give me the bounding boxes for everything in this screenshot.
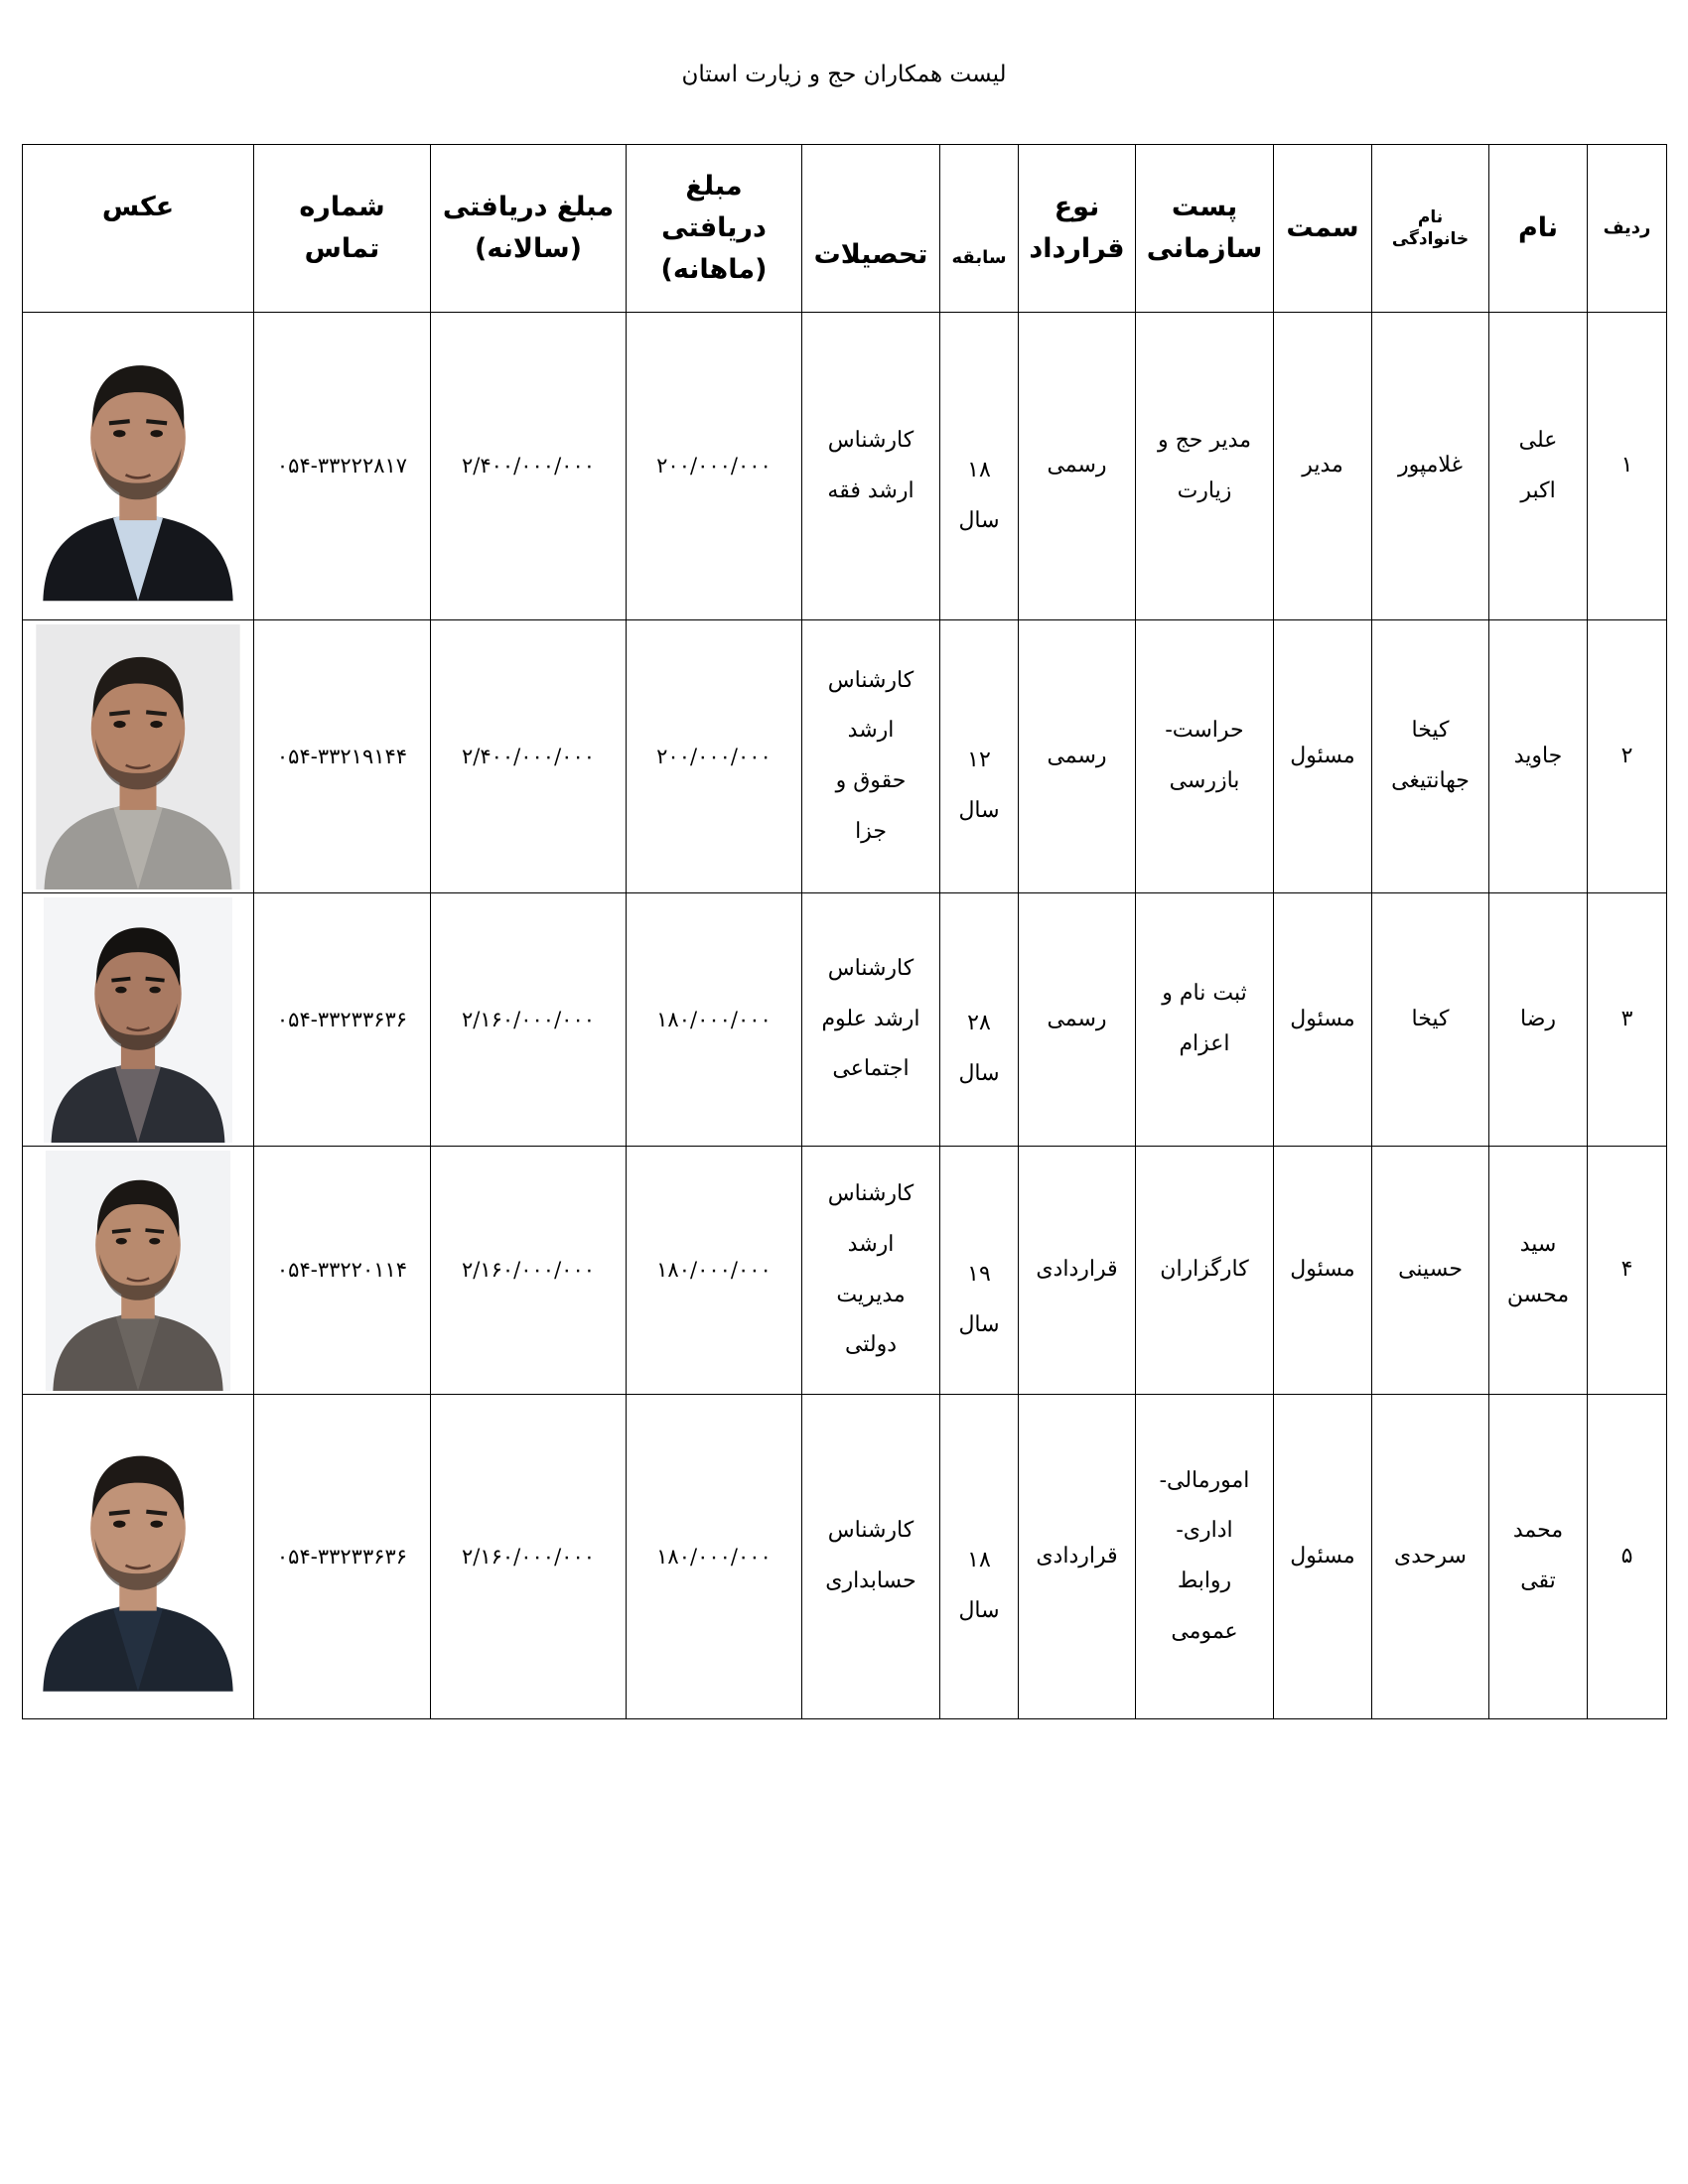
header-education: تحصیلات [802, 145, 940, 313]
left-eye [115, 986, 126, 993]
cell-role: مسئول [1274, 1147, 1372, 1395]
cell-experience: ۱۲ سال [940, 620, 1019, 893]
cell-position: کارگزاران [1136, 1147, 1274, 1395]
cell-education: کارشناس ارشد مدیریت دولتی [802, 1147, 940, 1395]
header-role: سمت [1274, 145, 1372, 313]
cell-first-name: سید محسن [1489, 1147, 1588, 1395]
header-row-no: ردیف [1588, 145, 1667, 313]
cell-phone: ۰۵۴-۳۳۲۱۹۱۴۴ [254, 620, 431, 893]
photo-frame [35, 317, 241, 616]
cell-photo [23, 893, 254, 1147]
cell-row-no: ۲ [1588, 620, 1667, 893]
cell-position: مدیر حج و زیارت [1136, 313, 1274, 620]
portrait-photo [35, 624, 241, 889]
cell-monthly-pay: ۲۰۰/۰۰۰/۰۰۰ [627, 313, 802, 620]
cell-position: حراست- بازرسی [1136, 620, 1274, 893]
cell-monthly-pay: ۱۸۰/۰۰۰/۰۰۰ [627, 893, 802, 1147]
document-title: لیست همکاران حج و زیارت استان [681, 62, 1007, 87]
cell-position: ثبت نام و اعزام [1136, 893, 1274, 1147]
header-first-name: نام [1489, 145, 1588, 313]
table-row [23, 313, 1667, 620]
photo-frame [35, 897, 241, 1143]
cell-row-no: ۱ [1588, 313, 1667, 620]
cell-photo [23, 1147, 254, 1395]
cell-photo [23, 1395, 254, 1719]
photo-frame [35, 1151, 241, 1391]
left-eye [113, 430, 125, 437]
cell-role: مدیر [1274, 313, 1372, 620]
cell-last-name: غلامپور [1372, 313, 1489, 620]
cell-yearly-pay: ۲/۱۶۰/۰۰۰/۰۰۰ [431, 893, 627, 1147]
cell-role: مسئول [1274, 893, 1372, 1147]
cell-experience: ۲۸ سال [940, 893, 1019, 1147]
cell-last-name: کیخا جهانتیغی [1372, 620, 1489, 893]
left-eye [113, 721, 125, 728]
portrait-photo [35, 1399, 241, 1715]
cell-last-name: حسینی [1372, 1147, 1489, 1395]
cell-yearly-pay: ۲/۴۰۰/۰۰۰/۰۰۰ [431, 620, 627, 893]
cell-education: کارشناس ارشد فقه [802, 313, 940, 620]
cell-monthly-pay: ۲۰۰/۰۰۰/۰۰۰ [627, 620, 802, 893]
cell-education: کارشناس حسابداری [802, 1395, 940, 1719]
cell-monthly-pay: ۱۸۰/۰۰۰/۰۰۰ [627, 1395, 802, 1719]
table-row [23, 1147, 1667, 1395]
right-eye [150, 721, 162, 728]
cell-experience: ۱۸ سال [940, 1395, 1019, 1719]
header-experience: سابقه [940, 145, 1019, 313]
photo-frame [35, 624, 241, 889]
cell-photo [23, 620, 254, 893]
cell-role: مسئول [1274, 1395, 1372, 1719]
cell-last-name: سرحدی [1372, 1395, 1489, 1719]
cell-phone: ۰۵۴-۳۳۲۳۳۶۳۶ [254, 893, 431, 1147]
cell-position: امورمالی- اداری- روابط عمومی [1136, 1395, 1274, 1719]
header-photo: عکس [23, 145, 254, 313]
cell-first-name: جاوید [1489, 620, 1588, 893]
cell-phone: ۰۵۴-۳۳۲۲۲۸۱۷ [254, 313, 431, 620]
staff-table [22, 144, 1667, 1719]
portrait-photo [35, 317, 241, 616]
left-eye [113, 1520, 125, 1527]
cell-monthly-pay: ۱۸۰/۰۰۰/۰۰۰ [627, 1147, 802, 1395]
header-position: پست سازمانی [1136, 145, 1274, 313]
cell-first-name: رضا [1489, 893, 1588, 1147]
cell-phone: ۰۵۴-۳۳۲۲۰۱۱۴ [254, 1147, 431, 1395]
cell-contract: رسمی [1019, 893, 1136, 1147]
cell-row-no: ۳ [1588, 893, 1667, 1147]
cell-row-no: ۵ [1588, 1395, 1667, 1719]
cell-education: کارشناس ارشد علوم اجتماعی [802, 893, 940, 1147]
cell-photo [23, 313, 254, 620]
cell-first-name: علی اکبر [1489, 313, 1588, 620]
cell-experience: ۱۸ سال [940, 313, 1019, 620]
cell-education: کارشناس ارشد حقوق و جزا [802, 620, 940, 893]
portrait-photo [35, 1151, 241, 1391]
cell-yearly-pay: ۲/۱۶۰/۰۰۰/۰۰۰ [431, 1395, 627, 1719]
cell-contract: قراردادی [1019, 1147, 1136, 1395]
header-yearly-pay: مبلغ دریافتی (سالانه) [431, 145, 627, 313]
cell-experience: ۱۹ سال [940, 1147, 1019, 1395]
right-eye [150, 430, 162, 437]
right-eye [150, 1520, 162, 1527]
cell-yearly-pay: ۲/۱۶۰/۰۰۰/۰۰۰ [431, 1147, 627, 1395]
cell-yearly-pay: ۲/۴۰۰/۰۰۰/۰۰۰ [431, 313, 627, 620]
left-eye [116, 1237, 127, 1244]
cell-contract: قراردادی [1019, 1395, 1136, 1719]
cell-contract: رسمی [1019, 313, 1136, 620]
cell-contract: رسمی [1019, 620, 1136, 893]
header-monthly-pay: مبلغ دریافتی (ماهانه) [627, 145, 802, 313]
table-row [23, 893, 1667, 1147]
cell-last-name: کیخا [1372, 893, 1489, 1147]
cell-role: مسئول [1274, 620, 1372, 893]
header-contract: نوع قرارداد [1019, 145, 1136, 313]
header-row [23, 145, 1667, 313]
table-row [23, 1395, 1667, 1719]
cell-row-no: ۴ [1588, 1147, 1667, 1395]
cell-phone: ۰۵۴-۳۳۲۳۳۶۳۶ [254, 1395, 431, 1719]
cell-first-name: محمد تقی [1489, 1395, 1588, 1719]
right-eye [149, 1237, 160, 1244]
header-phone: شماره تماس [254, 145, 431, 313]
right-eye [149, 986, 160, 993]
photo-frame [35, 1399, 241, 1715]
table-row [23, 620, 1667, 893]
portrait-photo [35, 897, 241, 1143]
header-last-name: نام خانوادگی [1372, 145, 1489, 313]
